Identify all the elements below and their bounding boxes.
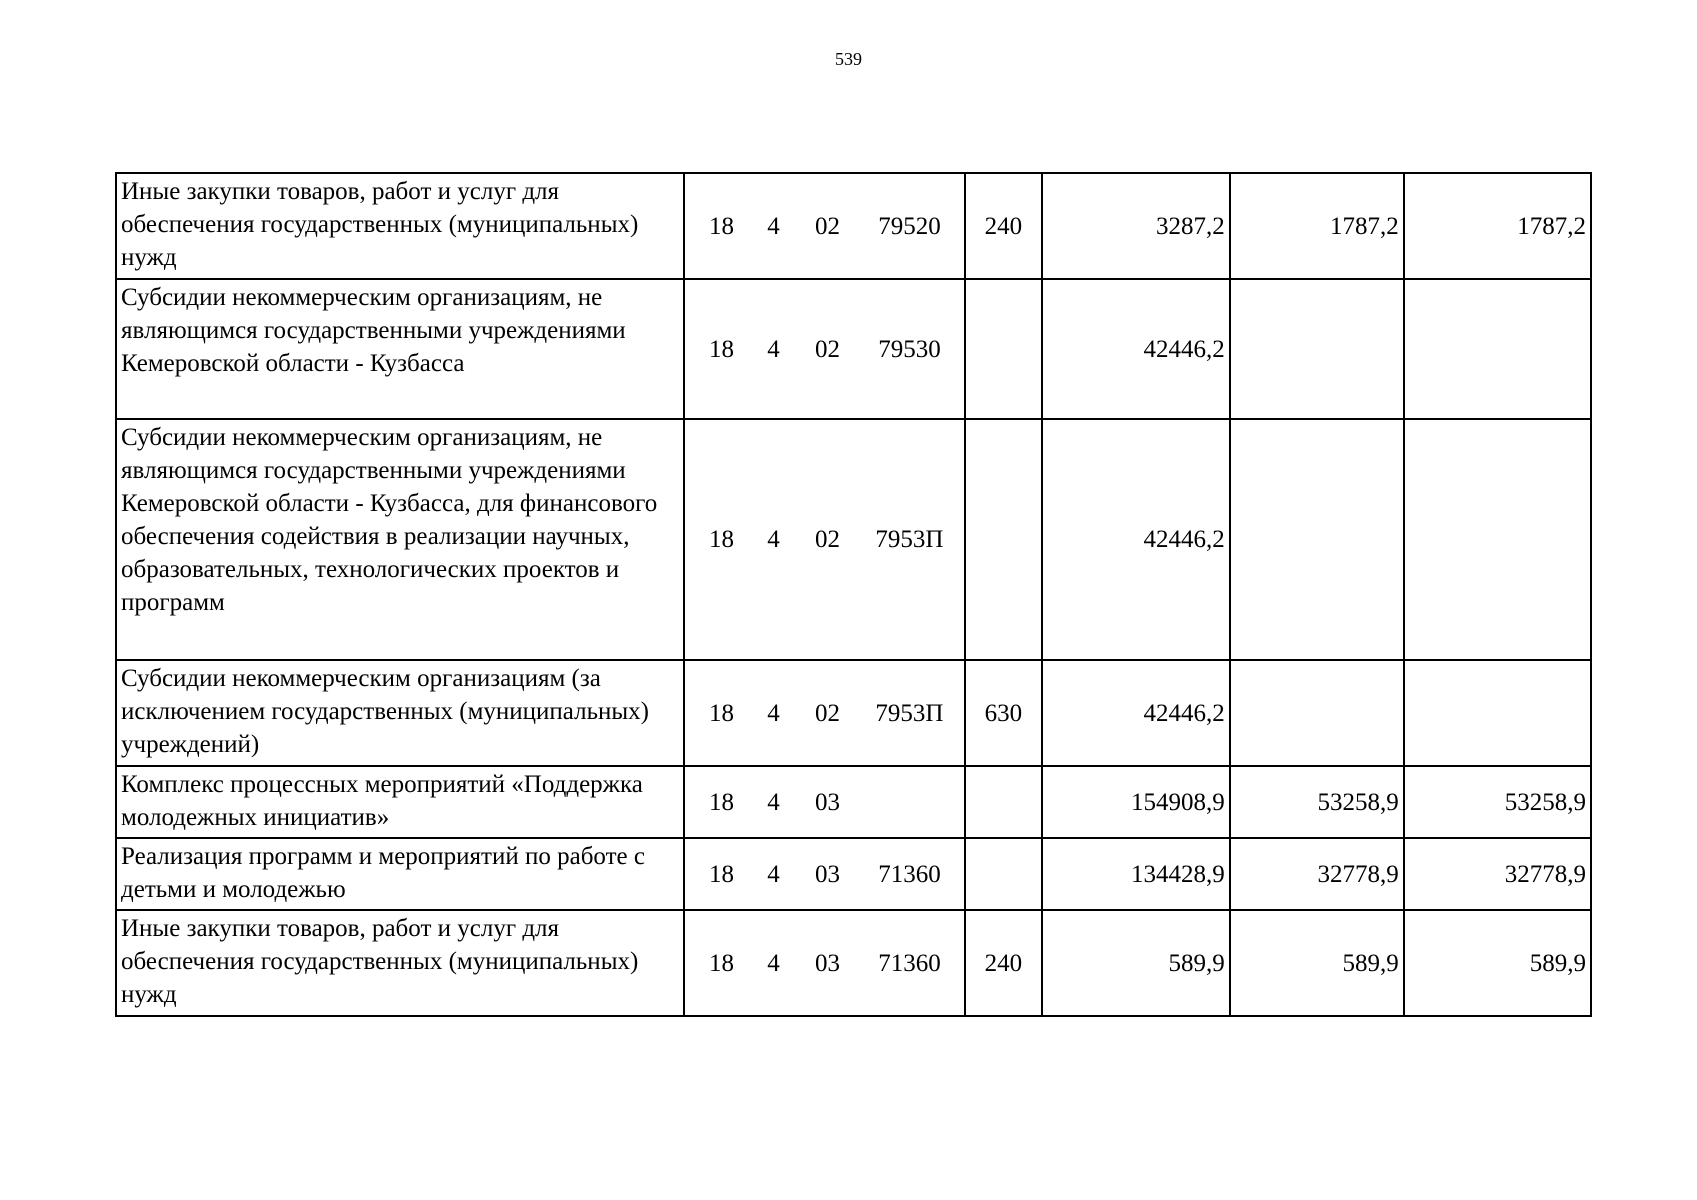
classification-codes [684,660,965,766]
sum-year-1: 154908,9 [1042,766,1230,838]
table-row [116,910,1591,1016]
code-program-type: 4 [767,860,780,888]
code-direction: 7953П [875,526,944,553]
code-direction: 71360 [878,949,941,977]
table-row [116,419,1591,660]
sum-year-3: 53258,9 [1404,766,1591,838]
row-name: Субсидии некоммерческим организациям (за исключением государственных (муниципальных) учреждений) [116,660,684,766]
row-name: Иные закупки товаров, работ и услуг для обеспечения государственных (муниципальных) нужд [116,910,684,1016]
sum-year-1: 42446,2 [1042,419,1230,660]
table-row [116,173,1591,279]
code-subprogram: 02 [814,212,840,240]
sum-year-1: 589,9 [1042,910,1230,1016]
table-row [116,279,1591,419]
expense-type-code [965,419,1041,660]
code-program-type: 4 [767,949,780,977]
code-program-type: 4 [767,212,780,240]
sum-year-3: 1787,2 [1404,173,1591,279]
code-ministry: 18 [708,335,734,363]
sum-year-2: 1787,2 [1230,173,1404,279]
code-ministry: 18 [708,788,734,816]
code-program-type: 4 [767,699,780,727]
sum-year-1: 42446,2 [1042,279,1230,419]
sum-year-2 [1230,419,1404,660]
row-name: Реализация программ и мероприятий по работе с детьми и молодежью [116,838,684,910]
expense-type-code: 240 [965,173,1041,279]
code-direction: 79530 [878,335,941,363]
code-subprogram: 03 [814,949,840,977]
classification-codes [684,766,965,838]
classification-codes [684,173,965,279]
code-direction: 79520 [878,212,941,240]
expense-type-code [965,838,1041,910]
sum-year-3: 32778,9 [1404,838,1591,910]
classification-codes [684,910,965,1016]
classification-codes [684,279,965,419]
expense-type-code [965,279,1041,419]
code-ministry: 18 [708,699,734,727]
code-ministry: 18 [708,860,734,888]
sum-year-3 [1404,279,1591,419]
sum-year-1: 42446,2 [1042,660,1230,766]
code-subprogram: 02 [814,335,840,363]
table-row [116,838,1591,910]
code-subprogram: 02 [814,526,840,553]
code-program-type: 4 [767,788,780,816]
page-number: 539 [835,49,862,69]
sum-year-3 [1404,660,1591,766]
code-program-type: 4 [767,526,780,553]
sum-year-1: 134428,9 [1042,838,1230,910]
sum-year-3 [1404,419,1591,660]
sum-year-2: 53258,9 [1230,766,1404,838]
code-direction: 71360 [878,860,941,888]
expense-type-code: 240 [965,910,1041,1016]
budget-table [115,172,1592,1017]
classification-codes [684,838,965,910]
row-name: Субсидии некоммерческим организациям, не являющимся государственными учреждениями Кемеровской области - Кузбасса [116,279,684,419]
row-name: Субсидии некоммерческим организациям, не являющимся государственными учреждениями Кемеровской области - Кузбасса, для финансового обеспечения содействия в реализации научных, образовательных, технологических проектов и программ [116,419,684,660]
table-row [116,660,1591,766]
code-ministry: 18 [708,212,734,240]
code-subprogram: 02 [814,699,840,727]
table-row [116,766,1591,838]
expense-type-code [965,766,1041,838]
sum-year-2: 589,9 [1230,910,1404,1016]
sum-year-1: 3287,2 [1042,173,1230,279]
sum-year-3: 589,9 [1404,910,1591,1016]
sum-year-2: 32778,9 [1230,838,1404,910]
row-name: Иные закупки товаров, работ и услуг для обеспечения государственных (муниципальных) нужд [116,173,684,279]
code-program-type: 4 [767,335,780,363]
sum-year-2 [1230,279,1404,419]
sum-year-2 [1230,660,1404,766]
code-ministry: 18 [708,949,734,977]
classification-codes [684,419,965,660]
expense-type-code: 630 [965,660,1041,766]
code-subprogram: 03 [814,788,840,816]
code-direction: 7953П [875,699,944,727]
row-name: Комплекс процессных мероприятий «Поддержка молодежных инициатив» [116,766,684,838]
code-ministry: 18 [708,526,734,553]
code-subprogram: 03 [814,860,840,888]
